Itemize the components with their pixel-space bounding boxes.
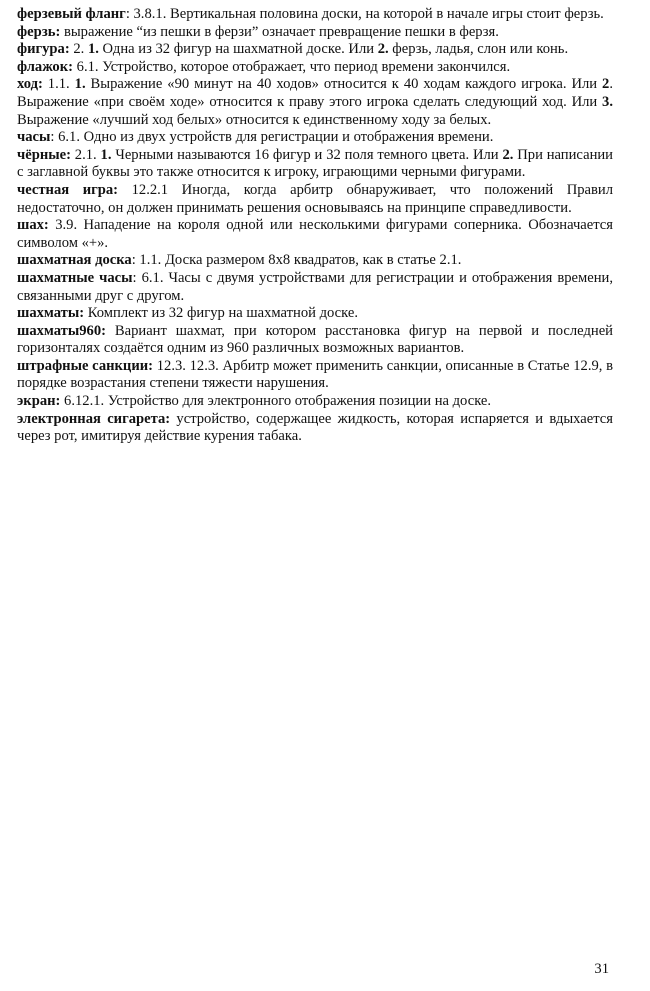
entry-term: электронная сигарета: bbox=[17, 410, 171, 427]
entry-term: флажок: bbox=[17, 58, 74, 75]
entry-term: ферзь: bbox=[17, 23, 61, 40]
glossary-entry-shakh bbox=[17, 217, 613, 252]
entry-text: 3.9. Нападение на короля одной или несколькими фигурами соперника. Обозначается символом «+». bbox=[17, 217, 613, 251]
entry-number: 1. bbox=[87, 41, 99, 58]
entry-text: : 6.1. Часы с двумя устройствами для регистрации и отображения времени, связанными друг с другом. bbox=[17, 269, 614, 304]
entry-text: Одна из 32 фигур на шахматной доске. Или bbox=[98, 41, 378, 58]
entry-number: 2. bbox=[502, 146, 514, 163]
entry-term: штрафные санкции: bbox=[17, 357, 154, 374]
entry-text: При написании с заглавной буквы это также относится к игроку, играющими черными фигурами. bbox=[17, 146, 613, 181]
entry-number: 1. bbox=[74, 76, 86, 93]
page-number: 31 bbox=[594, 961, 609, 977]
entry-number: 3. bbox=[602, 93, 613, 110]
glossary-entry-flazhok bbox=[17, 59, 613, 77]
glossary-entry-elektronnaya-sigareta bbox=[17, 411, 613, 446]
entry-text: . Выражение «при своём ходе» относится к праву этого игрока сделать следующий ход. Или bbox=[17, 76, 613, 110]
entry-text: Комплект из 32 фигур на шахматной доске. bbox=[84, 305, 359, 322]
entry-term: экран: bbox=[17, 393, 61, 410]
entry-text: 12.3. 12.3. Арбитр может применить санкции, описанные в Статье 12.9, в порядке возрастания степени тяжести нарушения. bbox=[17, 357, 614, 392]
glossary-entry-chasy bbox=[17, 129, 613, 147]
glossary-entry-shakhmaty960 bbox=[17, 323, 613, 358]
glossary-entry-ferzevyy-flang bbox=[17, 6, 613, 24]
entry-term: шахматы: bbox=[17, 305, 85, 322]
entry-term: шахматные часы bbox=[17, 269, 133, 286]
entry-text: 6.1. Устройство, которое отображает, что период времени закончился. bbox=[73, 58, 511, 75]
entry-term: шахматы960: bbox=[17, 322, 106, 339]
entry-term: шахматная доска bbox=[17, 252, 132, 269]
entry-text: ферзь, ладья, слон или конь. bbox=[388, 41, 569, 58]
entry-text: 6.12.1. Устройство для электронного отображения позиции на доске. bbox=[60, 393, 492, 410]
glossary-entry-ferz bbox=[17, 24, 613, 42]
glossary-entry-shakhmatnye-chasy bbox=[17, 270, 613, 305]
entry-text: выражение “из пешки в ферзи” означает превращение пешки в ферзя. bbox=[60, 23, 499, 40]
glossary-entry-khod bbox=[17, 76, 613, 129]
glossary-entry-ekran bbox=[17, 393, 613, 411]
entry-term: фигура: bbox=[17, 41, 70, 58]
entry-number: 2. bbox=[377, 41, 389, 58]
entry-text: : 3.8.1. Вертикальная половина доски, на которой в начале игры стоит ферзь. bbox=[125, 6, 604, 22]
entry-text: 1.1. bbox=[42, 76, 75, 93]
entry-term: чёрные: bbox=[17, 146, 71, 163]
entry-term: честная игра: bbox=[17, 181, 119, 198]
glossary-entry-shakhmatnaya-doska bbox=[17, 252, 613, 270]
entry-text: устройство, содержащее жидкость, которая испаряется и вдыхается через рот, имитируя действие курения табака. bbox=[17, 410, 613, 445]
entry-text: 2. bbox=[69, 41, 88, 58]
glossary-entry-shakhmaty bbox=[17, 305, 613, 323]
entry-number: 1. bbox=[100, 146, 112, 163]
glossary-entry-figura bbox=[17, 41, 613, 59]
entry-text: 2.1. bbox=[70, 146, 101, 163]
entry-term: ферзевый фланг bbox=[17, 6, 126, 22]
entry-term: часы bbox=[17, 129, 51, 146]
entry-number: 2 bbox=[602, 76, 610, 93]
entry-term: ход: bbox=[17, 76, 43, 93]
glossary-page bbox=[17, 6, 613, 446]
glossary-entry-chestnaya-igra bbox=[17, 182, 613, 217]
entry-text: Черными называются 16 фигур и 32 поля темного цвета. Или bbox=[111, 146, 503, 163]
entry-text: : 6.1. Одно из двух устройств для регистрации и отображения времени. bbox=[50, 129, 494, 146]
glossary-entry-chernye bbox=[17, 147, 613, 182]
entry-text: 12.2.1 Иногда, когда арбитр обнаруживает, что положений Правил недостаточно, он должен принимать решения основываясь на принципе справедливости. bbox=[17, 181, 613, 216]
entry-term: шах: bbox=[17, 217, 49, 234]
entry-text: Выражение «90 минут на 40 ходов» относится к 40 ходам каждого игрока. Или bbox=[85, 76, 603, 93]
glossary-entry-shtrafnye-sanktsii bbox=[17, 358, 613, 393]
entry-text: Выражение «лучший ход белых» относится к единственному ходу за белых. bbox=[17, 111, 492, 128]
entry-text: Вариант шахмат, при котором расстановка фигур на первой и последней горизонталях создаётся одним из 960 различных возможных вариантов. bbox=[17, 322, 613, 357]
entry-text: : 1.1. Доска размером 8x8 квадратов, как в статье 2.1. bbox=[131, 252, 462, 269]
